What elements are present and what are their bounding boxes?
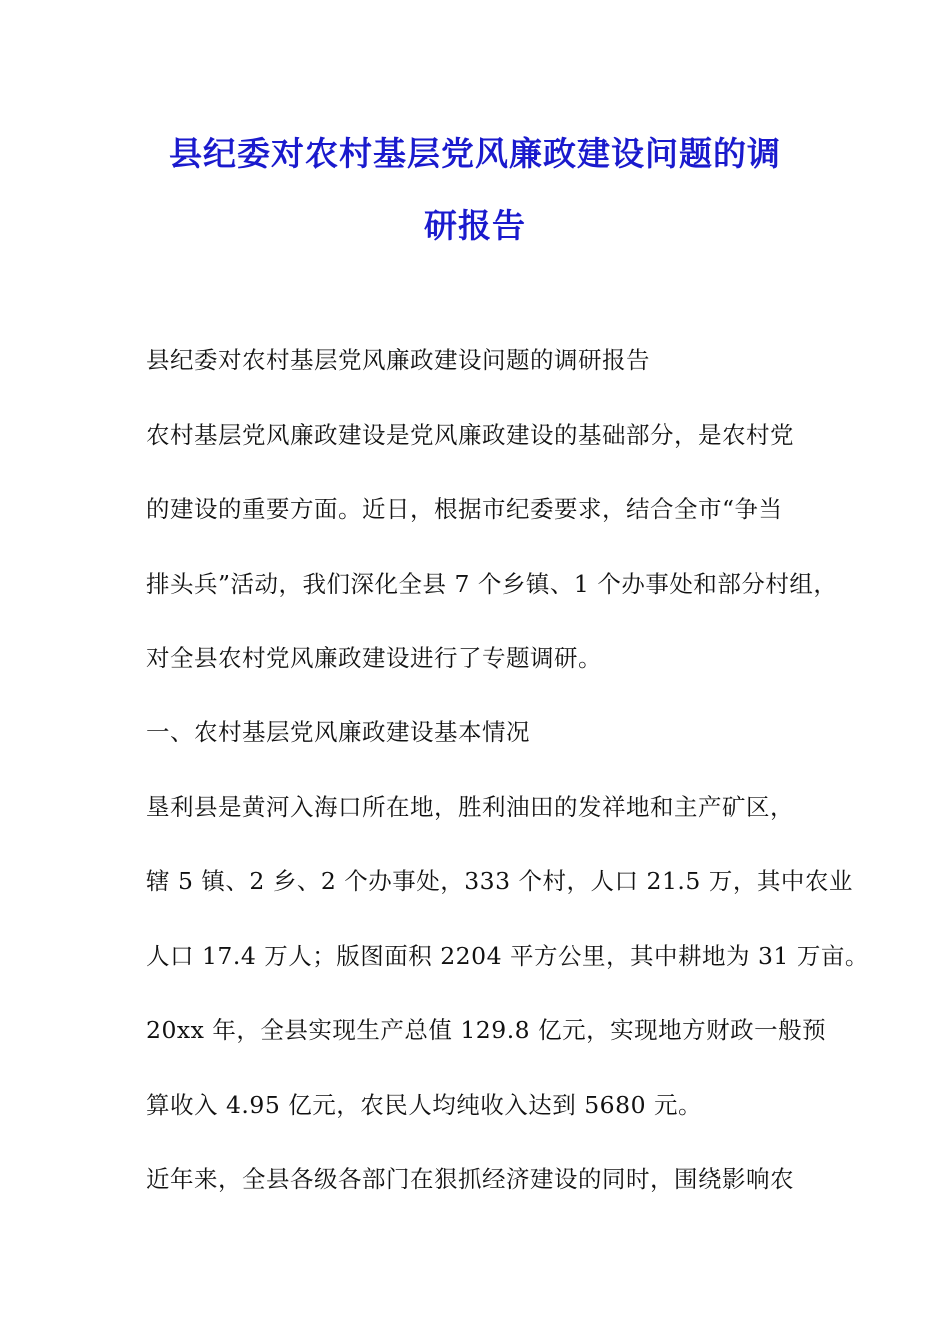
body-line: 的建设的重要方面。近日，根据市纪委要求，结合全市“争当 — [146, 495, 783, 523]
body-line: 辖 5 镇、2 乡、2 个办事处，333 个村，人口 21.5 万，其中农业 — [146, 867, 853, 895]
body-line: 垦利县是黄河入海口所在地，胜利油田的发祥地和主产矿区， — [146, 793, 794, 821]
body-line: 人口 17.4 万人；版图面积 2204 平方公里，其中耕地为 31 万亩。 — [146, 942, 869, 970]
document-title-line-1: 县纪委对农村基层党风廉政建设问题的调 — [169, 134, 781, 173]
body-line: 县纪委对农村基层党风廉政建设问题的调研报告 — [146, 346, 650, 374]
document-title-line-2: 研报告 — [424, 206, 526, 245]
body-line: 对全县农村党风廉政建设进行了专题调研。 — [146, 644, 602, 672]
body-line: 近年来，全县各级各部门在狠抓经济建设的同时，围绕影响农 — [146, 1165, 794, 1193]
section-heading: 一、农村基层党风廉政建设基本情况 — [146, 718, 530, 746]
body-line: 农村基层党风廉政建设是党风廉政建设的基础部分，是农村党 — [146, 421, 794, 449]
body-line: 20xx 年，全县实现生产总值 129.8 亿元，实现地方财政一般预 — [146, 1016, 827, 1044]
body-line: 排头兵”活动，我们深化全县 7 个乡镇、1 个办事处和部分村组， — [146, 570, 838, 598]
body-line: 算收入 4.95 亿元，农民人均纯收入达到 5680 元。 — [146, 1091, 703, 1119]
